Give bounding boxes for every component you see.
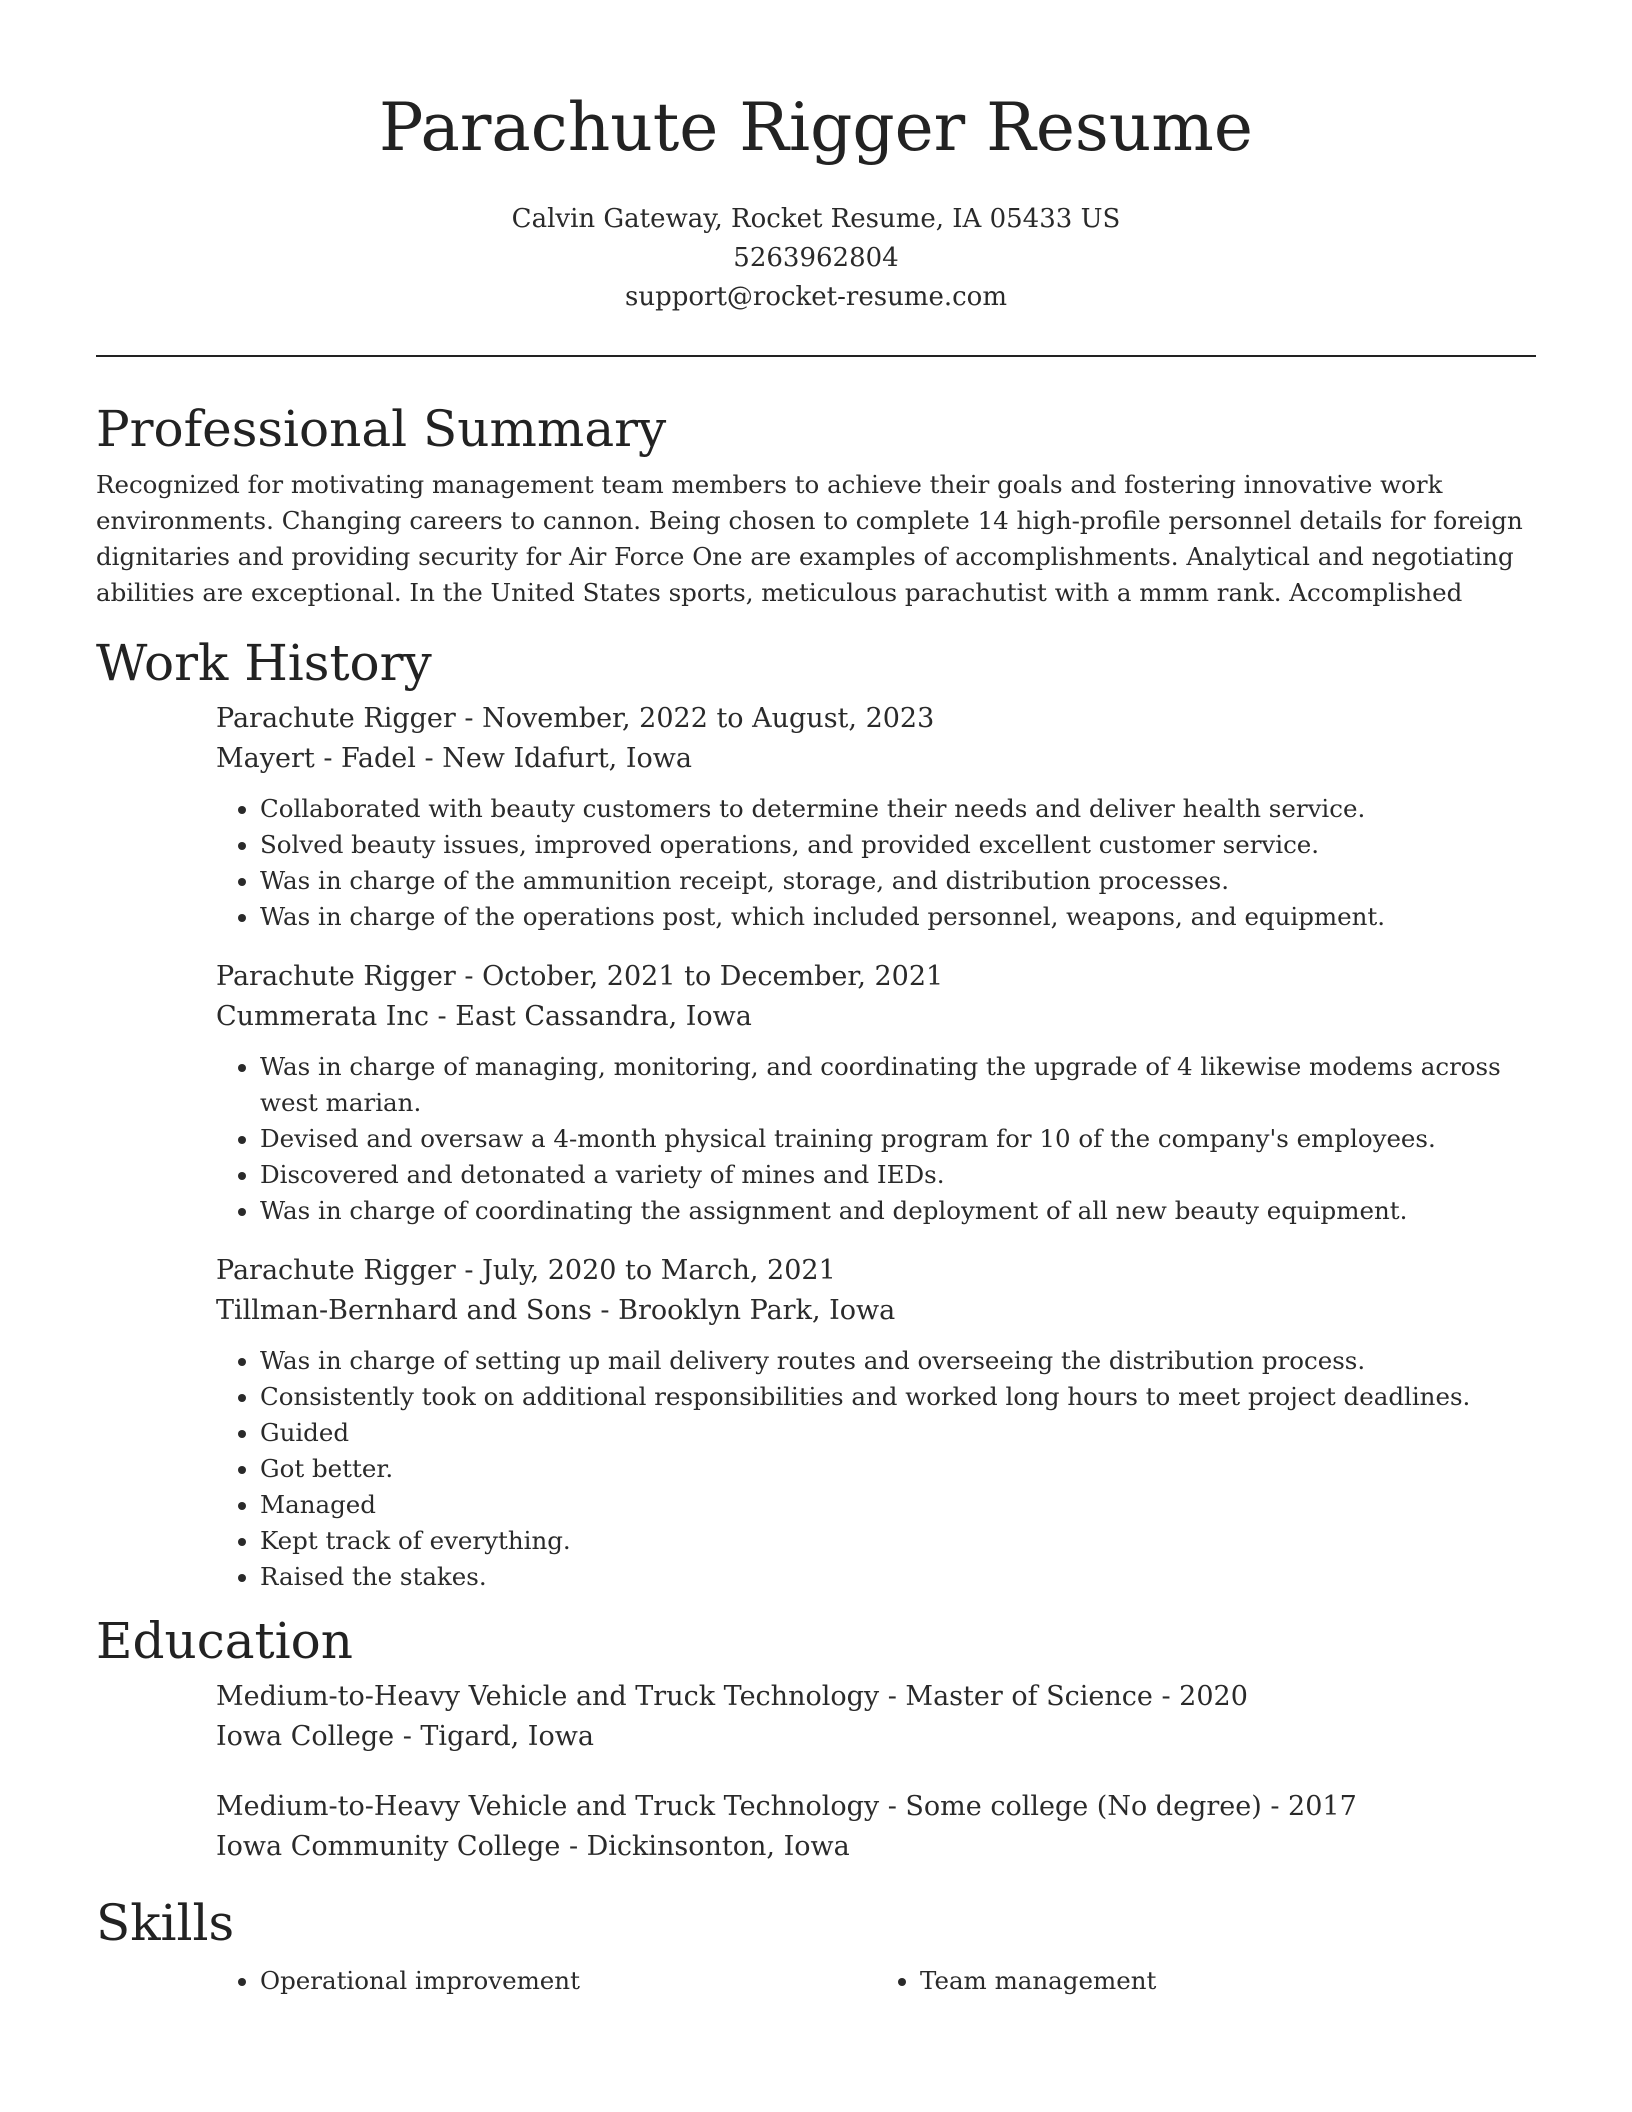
job-entry	[216, 1251, 1536, 1595]
bullet-item: • Managed	[260, 1487, 1536, 1523]
skills-section	[96, 1891, 1536, 1999]
resume-header	[96, 0, 1536, 317]
school-line: Iowa Community College - Dickinsonton, Iowa	[216, 1831, 850, 1862]
bullet-item: • Got better.	[260, 1451, 1536, 1487]
contact-block	[96, 200, 1536, 317]
job-entry	[216, 699, 1536, 935]
skills-heading: Skills	[96, 1894, 235, 1952]
bullet-item: • Guided	[260, 1415, 1536, 1451]
skills-list	[216, 1963, 1536, 1999]
education-entry	[216, 1677, 1536, 1757]
bullet-item: • Discovered and detonated a variety of mines and IEDs.	[260, 1157, 1536, 1193]
job-title-line: Parachute Rigger - November, 2022 to August, 2023	[216, 703, 935, 734]
bullet-item: • Solved beauty issues, improved operations, and provided excellent customer service.	[260, 827, 1536, 863]
education-section	[96, 1609, 1536, 1867]
header-divider	[96, 355, 1536, 357]
address: Calvin Gateway, Rocket Resume, IA 05433 US	[511, 204, 1121, 234]
job-company-line: Tillman-Bernhard and Sons - Brooklyn Park, Iowa	[216, 1295, 896, 1326]
education-heading: Education	[96, 1612, 353, 1670]
job-company-line: Cummerata Inc - East Cassandra, Iowa	[216, 1001, 752, 1032]
skill-item: • Team management	[920, 1963, 1536, 1999]
resume-page	[96, 0, 1536, 1999]
skills-column-left	[216, 1963, 876, 1999]
job-company-line: Mayert - Fadel - New Idafurt, Iowa	[216, 743, 692, 774]
education-entry	[216, 1787, 1536, 1867]
work-section	[96, 631, 1536, 1595]
school-line: Iowa College - Tigard, Iowa	[216, 1721, 594, 1752]
bullet-item: • Was in charge of the operations post, which included personnel, weapons, and equipment.	[260, 899, 1536, 935]
bullet-item: • Was in charge of setting up mail delivery routes and overseeing the distribution process.	[260, 1343, 1536, 1379]
bullet-item: • Consistently took on additional responsibilities and worked long hours to meet project deadlines.	[260, 1379, 1536, 1415]
job-bullets	[216, 791, 1536, 935]
resume-title: Parachute Rigger Resume	[379, 89, 1253, 166]
job-entry	[216, 957, 1536, 1229]
bullet-item: • Was in charge of the ammunition receipt, storage, and distribution processes.	[260, 863, 1536, 899]
skill-item: • Operational improvement	[260, 1963, 876, 1999]
job-bullets	[216, 1343, 1536, 1595]
work-heading: Work History	[96, 634, 432, 692]
summary-text: Recognized for motivating management team members to achieve their goals and fostering innovative work environments. Changing careers to cannon. Being chosen to complete 14 high-profile personnel details for foreign dignitaries and providing security for Air Force One are examples of accomplishments. Analytical and negotiating abilities are exceptional. In the United States sports, meticulous parachutist with a mmm rank. Accomplished	[96, 470, 1523, 607]
summary-heading: Professional Summary	[96, 400, 667, 458]
bullet-item: • Was in charge of coordinating the assignment and deployment of all new beauty equipment.	[260, 1193, 1536, 1229]
degree-line: Medium-to-Heavy Vehicle and Truck Technology - Master of Science - 2020	[216, 1681, 1248, 1712]
phone: 5263962804	[733, 243, 899, 273]
summary-section	[96, 397, 1536, 611]
bullet-item: • Raised the stakes.	[260, 1559, 1536, 1595]
degree-line: Medium-to-Heavy Vehicle and Truck Technology - Some college (No degree) - 2017	[216, 1791, 1357, 1822]
bullet-item: • Was in charge of managing, monitoring, and coordinating the upgrade of 4 likewise modems across west marian.	[260, 1049, 1536, 1121]
email: support@rocket-resume.com	[624, 282, 1007, 312]
job-title-line: Parachute Rigger - July, 2020 to March, 2021	[216, 1255, 836, 1286]
bullet-item: • Collaborated with beauty customers to determine their needs and deliver health service.	[260, 791, 1536, 827]
skills-column-right	[876, 1963, 1536, 1999]
job-title-line: Parachute Rigger - October, 2021 to December, 2021	[216, 961, 944, 992]
bullet-item: • Devised and oversaw a 4-month physical training program for 10 of the company's employees.	[260, 1121, 1536, 1157]
job-bullets	[216, 1049, 1536, 1229]
bullet-item: • Kept track of everything.	[260, 1523, 1536, 1559]
